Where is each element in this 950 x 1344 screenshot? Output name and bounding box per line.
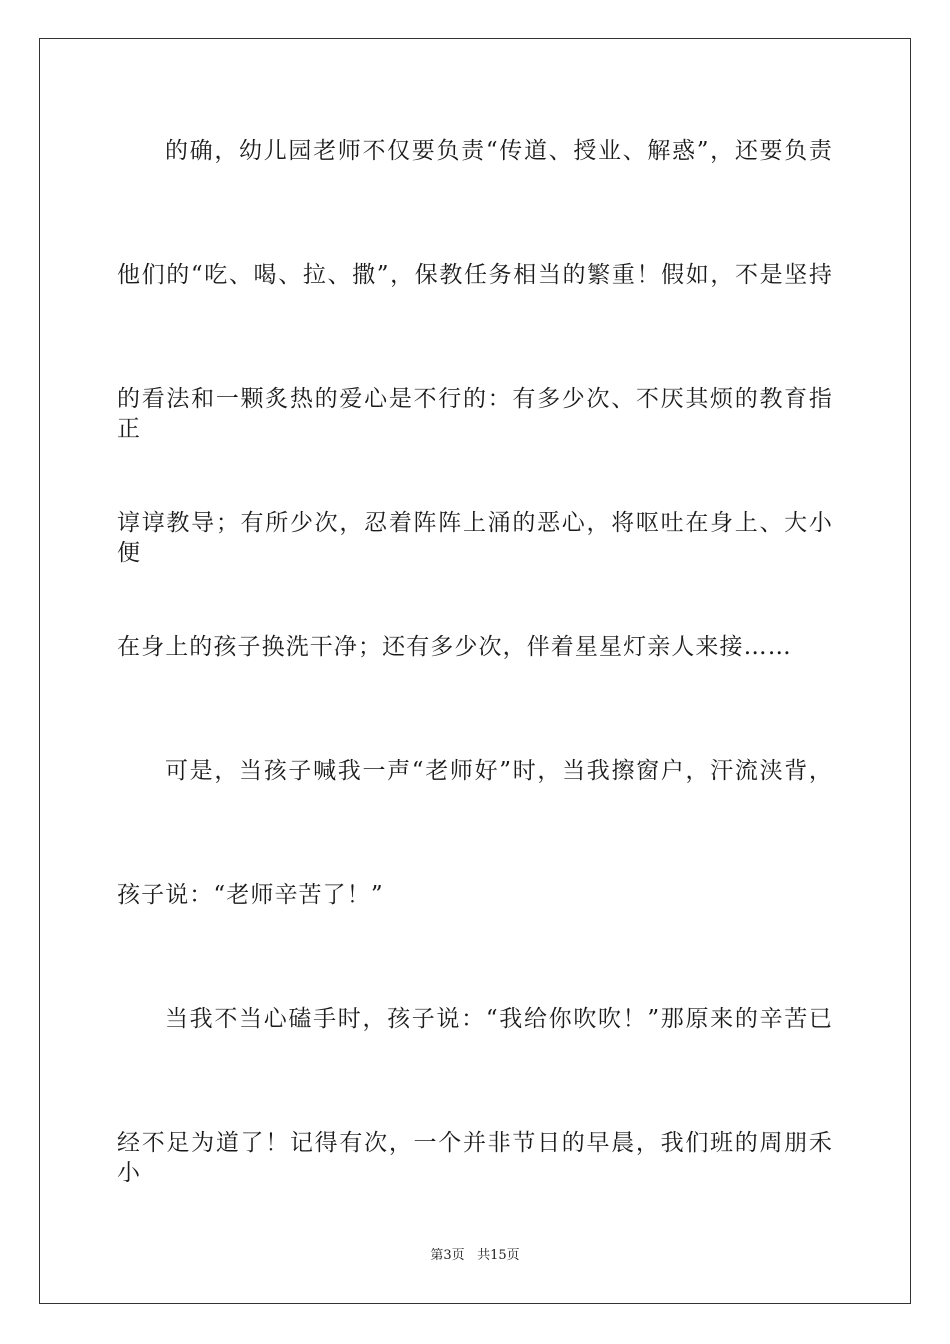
paragraph-line: 在身上的孩子换洗干净；还有多少次，伴着星星灯亲人来接…… <box>117 634 792 660</box>
paragraph-line: 孩子说：“老师辛苦了！” <box>117 882 384 908</box>
paragraph-line: 可是，当孩子喊我一声“老师好”时，当我擦窗户，汗流浃背， <box>165 758 833 784</box>
page-number: 第3页 <box>430 1248 465 1263</box>
page-footer <box>0 1247 950 1265</box>
paragraph-line: 他们的“吃、喝、拉、撒”，保教任务相当的繁重！假如，不是坚持 <box>117 262 833 288</box>
paragraph-line: 的看法和一颗炙热的爱心是不行的：有多少次、不厌其烦的教育指正 <box>117 386 833 442</box>
paragraph-line: 谆谆教导；有所少次，忍着阵阵上涌的恶心，将呕吐在身上、大小便 <box>117 510 833 566</box>
paragraph-line: 当我不当心磕手时，孩子说：“我给你吹吹！”那原来的辛苦已 <box>165 1006 833 1032</box>
paragraph-line: 的确，幼儿园老师不仅要负责“传道、授业、解惑”，还要负责 <box>165 138 833 164</box>
paragraph-line: 经不足为道了！记得有次，一个并非节日的早晨，我们班的周朋禾小 <box>117 1130 833 1186</box>
page-frame <box>39 38 911 1304</box>
page-total: 共15页 <box>477 1248 520 1263</box>
